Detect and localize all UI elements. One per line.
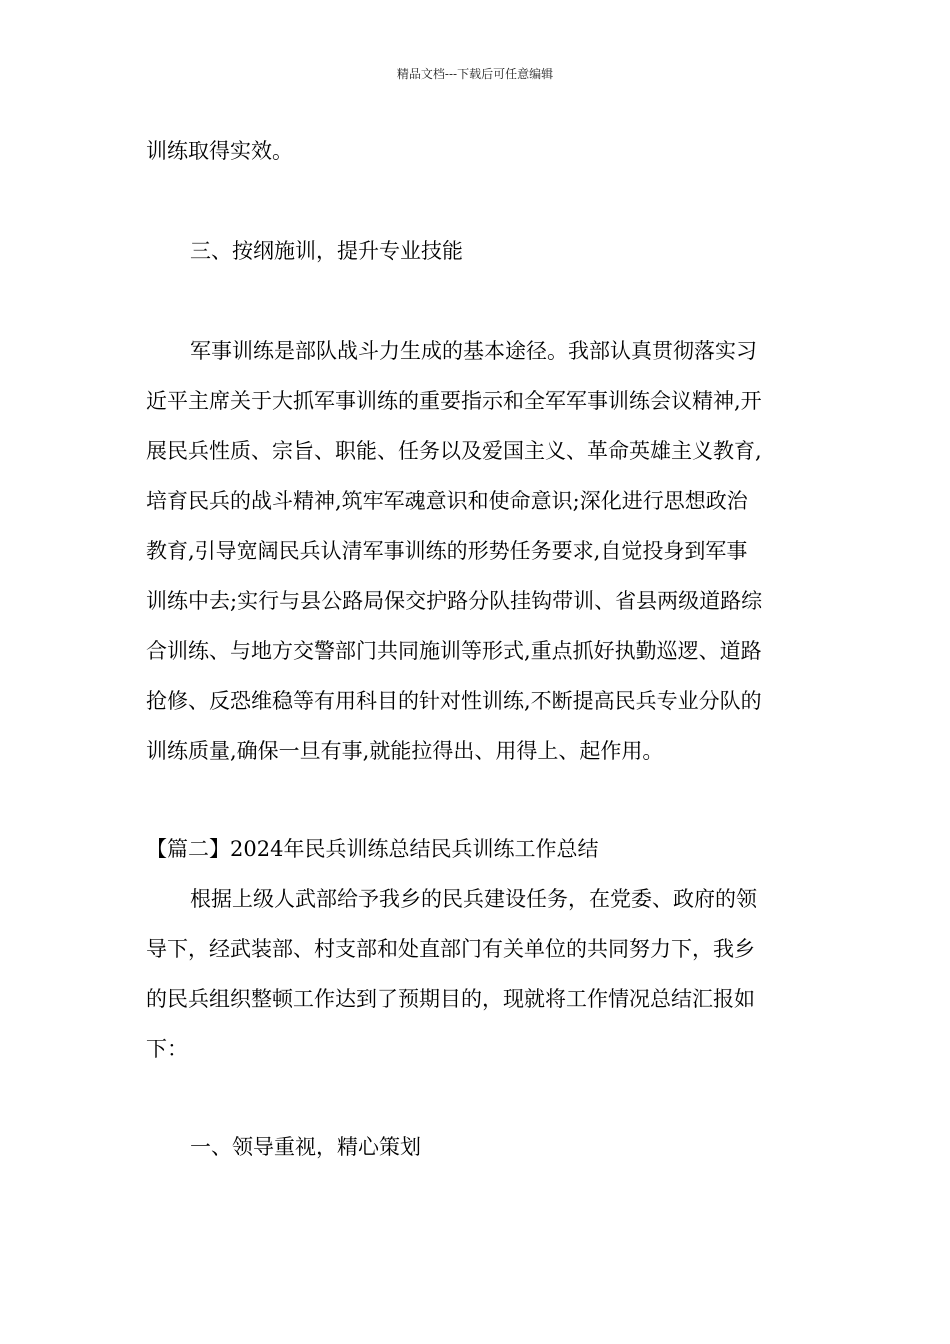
paragraph-line: 根据上级人武部给予我乡的民兵建设任务，在党委、政府的领 — [190, 887, 757, 911]
paragraph-line: 近平主席关于大抓军事训练的重要指示和全军军事训练会议精神,开 — [146, 389, 762, 413]
paragraph-line: 合训练、与地方交警部门共同施训等形式,重点抓好执勤巡逻、道路 — [146, 639, 762, 663]
section-heading: 三、按纲施训，提升专业技能 — [190, 239, 463, 263]
paragraph-line: 培育民兵的战斗精神,筑牢军魂意识和使命意识;深化进行思想政治 — [146, 489, 748, 513]
paragraph-line: 展民兵性质、宗旨、职能、任务以及爱国主义、革命英雄主义教育, — [146, 439, 762, 463]
paragraph-line: 训练中去;实行与县公路局保交护路分队挂钩带训、省县两级道路综 — [146, 589, 763, 613]
paragraph-line: 的民兵组织整顿工作达到了预期目的，现就将工作情况总结汇报如 — [146, 987, 755, 1011]
page-header: 精品文档---下载后可任意编辑 — [396, 67, 554, 81]
paragraph-line: 训练质量,确保一旦有事,就能拉得出、用得上、起作用。 — [146, 739, 664, 763]
paragraph-line: 下： — [146, 1037, 188, 1061]
paragraph-line: 军事训练是部队战斗力生成的基本途径。我部认真贯彻落实习 — [190, 339, 757, 363]
paragraph-line: 导下，经武装部、村支部和处直部门有关单位的共同努力下，我乡 — [146, 937, 755, 961]
section-heading: 一、领导重视，精心策划 — [190, 1135, 421, 1159]
paragraph-line: 抢修、反恐维稳等有用科目的针对性训练,不断提高民兵专业分队的 — [146, 689, 762, 713]
body-line: 训练取得实效。 — [146, 139, 293, 163]
paragraph-line: 教育,引导宽阔民兵认清军事训练的形势任务要求,自觉投身到军事 — [146, 539, 748, 563]
article-title: 【篇二】2024年民兵训练总结民兵训练工作总结 — [146, 837, 599, 861]
